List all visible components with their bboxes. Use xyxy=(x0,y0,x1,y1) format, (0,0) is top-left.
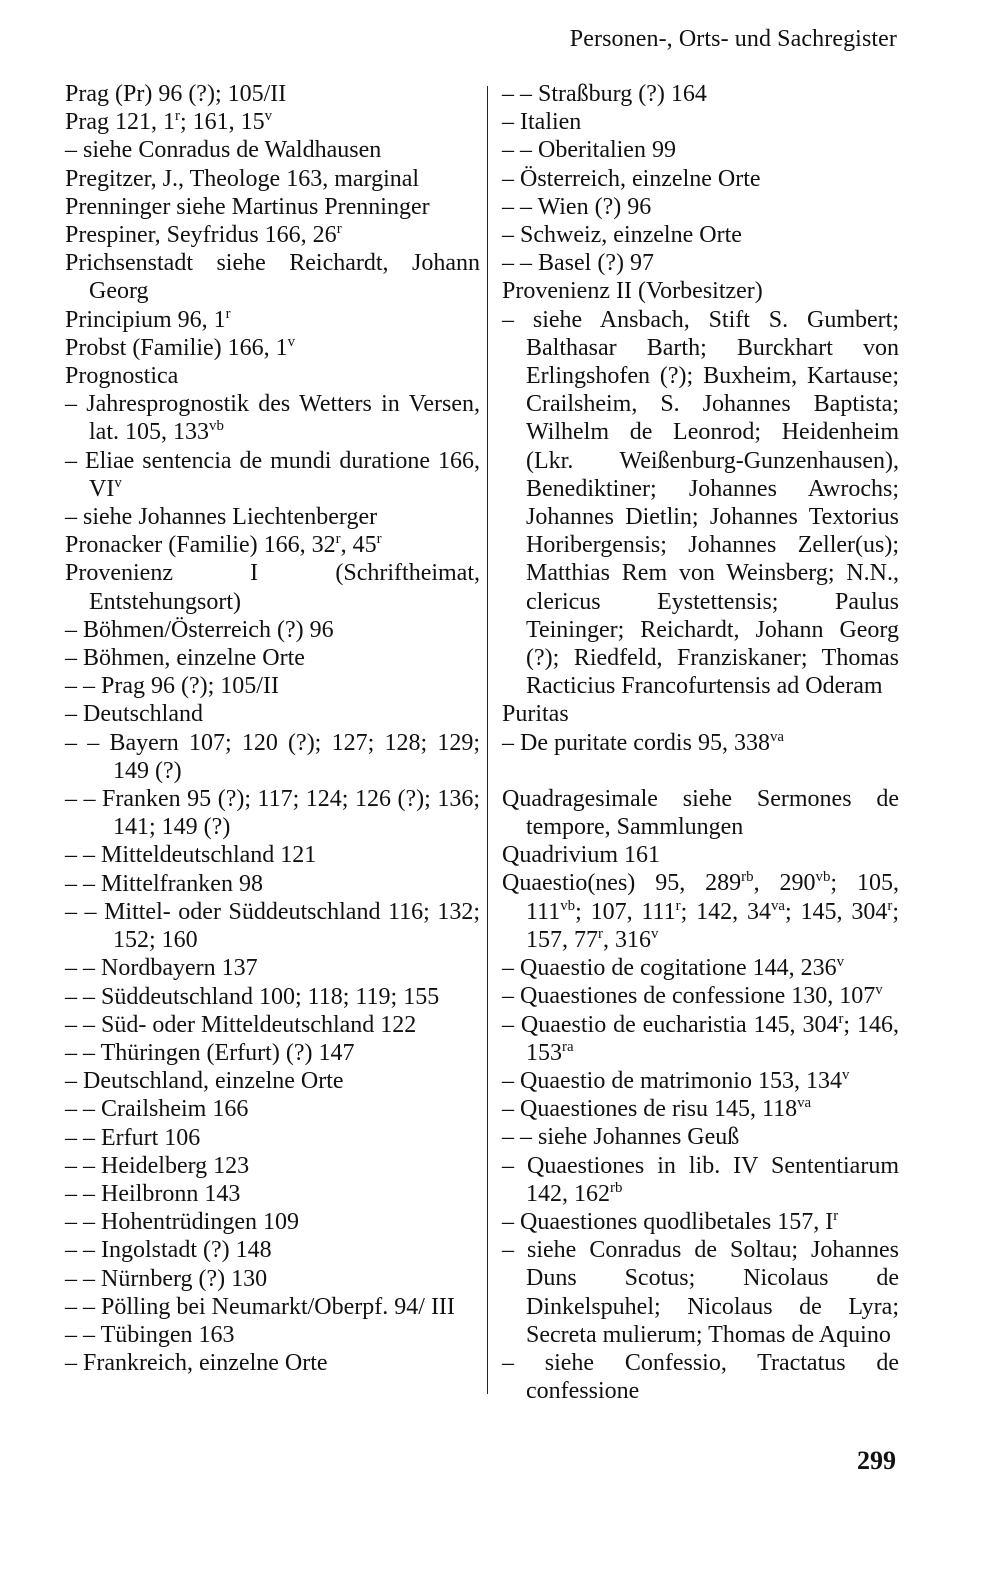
index-subentry: – siehe Conradus de Waldhausen xyxy=(65,137,382,164)
index-subentry: – – Crailsheim 166 xyxy=(65,1096,249,1123)
index-subentry: – – Mitteldeutschland 121 xyxy=(65,842,317,869)
index-subentry: – – Basel (?) 97 xyxy=(502,250,654,277)
index-subentry: – – Mittelfranken 98 xyxy=(65,870,263,897)
index-subentry: – – Hohentrüdingen 109 xyxy=(65,1209,299,1236)
index-entry: Quadragesimale siehe Sermones de tempore, Sammlungen xyxy=(502,785,899,841)
index-subentry: – Deutschland xyxy=(65,701,203,728)
index-subentry: – Quaestiones de risu 145, $118^{va}$ xyxy=(502,1094,812,1123)
index-entry: Pronacker (Familie) 166, 32$^r$, 45$^r$ xyxy=(65,531,382,559)
index-subentry: – – Prag 96 (?); 105/II xyxy=(65,673,279,700)
index-subentry: – – Ingolstadt (?) 148 xyxy=(65,1237,272,1264)
index-subentry: – – Pölling bei Neumarkt/Oberpf. 94/ III xyxy=(65,1293,455,1320)
index-subentry: – Böhmen/Österreich (?) 96 xyxy=(65,616,334,643)
index-subentry: – Schweiz, einzelne Orte xyxy=(502,222,742,249)
index-subentry: – siehe Johannes Liechtenberger xyxy=(65,504,378,531)
index-subentry: – – Bayern 107; 120 (?); 127; 128; 129; 149 (?) xyxy=(65,729,480,784)
page-number: 299 xyxy=(857,1446,896,1475)
index-subentry: – – Thüringen (Erfurt) (?) 147 xyxy=(65,1039,355,1066)
index-subentry: – – Süddeutschland 100; 118; 119; 155 xyxy=(65,983,440,1010)
index-subentry: – Quaestio de matrimonio 153, 134$^v$ xyxy=(502,1066,850,1094)
index-subentry: – Quaestiones in lib. IV Sententiarum 142, $162^{rb}$ xyxy=(502,1152,899,1207)
index-subentry: – – Heilbronn 143 xyxy=(65,1180,241,1207)
index-subentry: – Quaestio de eucharistia 145, 304$^r$; 146, $153^{ra}$ xyxy=(502,1010,899,1066)
right-column xyxy=(502,80,899,1405)
index-subentry: – Quaestio de cogitatione 144, 236$^v$ xyxy=(502,953,845,982)
index-subentry: – siehe Confessio, Tractatus de confessione xyxy=(502,1349,899,1405)
index-entry: Principium 96, 1$^r$ xyxy=(65,305,231,333)
index-subentry: – siehe Conradus de Soltau; Johannes Duns Scotus; Nicolaus de Dinkelspuhel; Nicolaus de Lyra; Secreta mulierum; Thomas de Aquino xyxy=(502,1237,899,1348)
index-entry: Pregitzer, J., Theologe 163, marginal xyxy=(65,165,420,192)
index-subentry: – Quaestiones de confessione 130, 107$^v$ xyxy=(502,982,883,1010)
section-gap xyxy=(502,757,899,785)
index-subentry: – siehe Ansbach, Stift S. Gumbert; Balthasar Barth; Burckhart von Erlingshofen (?); Buxheim, Kartause; Crailsheim, S. Johannes Baptista; Wilhelm de Leonrod; Heidenheim (Lkr. Weißenburg-Gunzenhausen), Benediktiner; Johannes Awrochs; Johannes Dietlin; Johannes Textorius Horibergensis; Johannes Zeller(us); Matthias Rem von Weinsberg; N.N., clericus Eystettensis; Paulus Teininger; Reichardt, Johann Georg (?); Riedfeld, Franziskaner; Thomas Racticius Francofurtensis ad Oderam xyxy=(502,306,899,700)
index-entry: Quadrivium 161 xyxy=(502,842,660,869)
index-subentry: – – Mittel- oder Süddeutschland 116; 132; 152; 160 xyxy=(65,898,480,954)
index-subentry: – De puritate cordis 95, $338^{va}$ xyxy=(502,728,784,756)
index-subentry: – – Oberitalien 99 xyxy=(502,137,676,164)
index-subentry: – – Franken 95 (?); 117; 124; 126 (?); 136; 141; 149 (?) xyxy=(65,786,480,841)
index-subentry: – Frankreich, einzelne Orte xyxy=(65,1350,328,1377)
index-subentry: – – Wien (?) 96 xyxy=(502,193,652,220)
index-subentry: – Italien xyxy=(502,109,582,136)
index-entry: Puritas xyxy=(502,701,569,728)
column-divider xyxy=(487,86,488,1394)
index-subentry: – – siehe Johannes Geuß xyxy=(502,1124,740,1151)
index-subentry: – Deutschland, einzelne Orte xyxy=(65,1068,344,1095)
index-subentry: – Österreich, einzelne Orte xyxy=(502,165,761,192)
running-head: Personen-, Orts- und Sachregister xyxy=(569,26,897,52)
index-entry: Prag 121, 1$^r$; 161, 15$^v$ xyxy=(65,107,273,136)
left-column xyxy=(65,80,480,1377)
index-entry: Prognostica xyxy=(65,363,179,390)
index-entry: Prag (Pr) 96 (?); 105/II xyxy=(65,81,287,107)
index-entry: Provenienz II (Vorbesitzer) xyxy=(502,278,763,305)
index-subentry: – – Nürnberg (?) 130 xyxy=(65,1265,268,1292)
index-subentry: – Quaestiones quodlibetales 157, $I^r$ xyxy=(502,1207,839,1235)
index-entry: Quaestio(nes) 95, $289^{rb}$, $290^{vb}$; 105, $111^{vb}$; 107, 111$^r$; 142, $34^{va}$; 145, 304$^r$; 157, 77$^r$, 316$^v$ xyxy=(502,869,899,953)
index-subentry: – – Erfurt 106 xyxy=(65,1124,201,1151)
index-entry: Probst (Familie) 166, 1$^v$ xyxy=(65,333,296,361)
index-entry: Prenninger siehe Martinus Prenninger xyxy=(65,193,430,220)
index-entry: Prespiner, Seyfridus 166, 26$^r$ xyxy=(65,220,342,249)
index-subentry: – – Heidelberg 123 xyxy=(65,1152,250,1179)
index-subentry: – – Nordbayern 137 xyxy=(65,955,258,982)
index-subentry: – Eliae sentencia de mundi duratione 166, $VI^v$ xyxy=(65,447,480,502)
index-subentry: – – Straßburg (?) 164 xyxy=(502,81,707,107)
index-entry: Prichsenstadt siehe Reichardt, Johann Georg xyxy=(65,250,480,305)
index-subentry: – – Süd- oder Mitteldeutschland 122 xyxy=(65,1011,417,1038)
index-subentry: – Böhmen, einzelne Orte xyxy=(65,645,305,672)
index-subentry: – – Tübingen 163 xyxy=(65,1321,235,1348)
index-entry: Provenienz I (Schriftheimat, Entstehungsort) xyxy=(65,560,480,615)
index-subentry: – Jahresprognostik des Wetters in Versen, lat. 105, $133^{vb}$ xyxy=(65,391,480,446)
